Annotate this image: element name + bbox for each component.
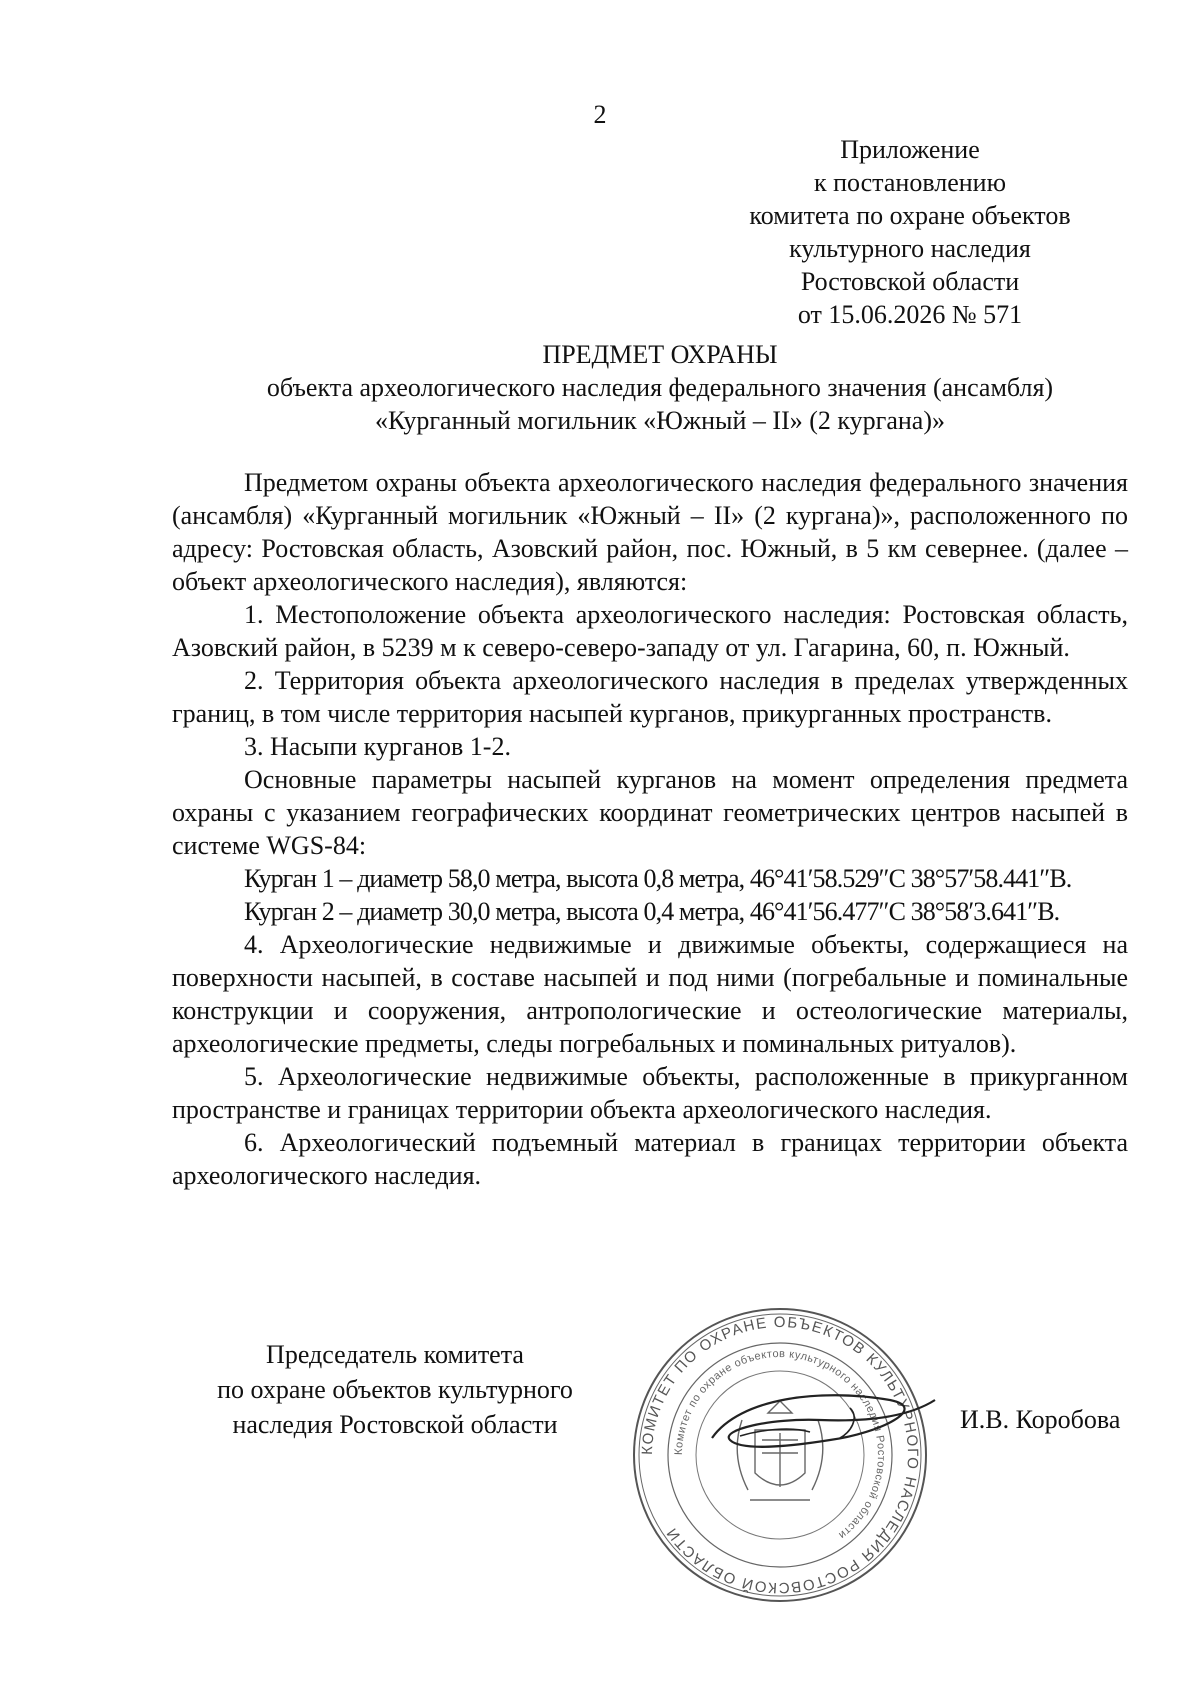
- position-line: по охране объектов культурного: [217, 1375, 573, 1404]
- paragraph: 2. Территория объекта археологического наследия в пределах утвержденных границ, в том числе территория насыпей курганов, прикурганных пространств.: [172, 666, 1128, 728]
- signatory-name: И.В. Коробова: [960, 1405, 1121, 1434]
- appendix-line: от 15.06.2026 № 571: [797, 300, 1023, 329]
- appendix-line: культурного наследия: [789, 234, 1031, 263]
- paragraph: Основные параметры насыпей курганов на момент определения предмета охраны с указанием географических координат геометрических центров насыпей в системе WGS-84:: [172, 765, 1128, 860]
- appendix-line: Ростовской области: [800, 267, 1020, 296]
- paragraph: Предметом охраны объекта археологического наследия федерального значения (ансамбля) «Курганный могильник «Южный – II» (2 кургана)», расположенного по адресу: Ростовская область, Азовский район, пос. Южный, в 5 км севернее. (далее – объект археологического наследия), являются:: [172, 468, 1128, 596]
- kurgan-1-parameters: Курган 1 – диаметр 58,0 метра, высота 0,8 метра, 46°41′58.529″С 38°57′58.441″В.: [244, 864, 1072, 893]
- kurgan-2-parameters: Курган 2 – диаметр 30,0 метра, высота 0,4 метра, 46°41′56.477″С 38°58′3.641″В.: [244, 897, 1060, 926]
- page-number: 2: [593, 100, 607, 129]
- subtitle-line: объекта археологического наследия федерального значения (ансамбля): [266, 373, 1054, 402]
- appendix-header: [700, 133, 1120, 331]
- subtitle-line: «Курганный могильник «Южный – II» (2 кургана)»: [375, 406, 945, 435]
- position-line: наследия Ростовской области: [232, 1410, 558, 1439]
- paragraph: 5. Археологические недвижимые объекты, расположенные в прикурганном пространстве и границах территории объекта археологического наследия.: [172, 1062, 1128, 1124]
- appendix-line: Приложение: [840, 135, 980, 164]
- paragraph: 6. Археологический подъемный материал в границах территории объекта археологического наследия.: [172, 1128, 1128, 1190]
- svg-text:Комитет по охране объектов кул: Комитет по охране объектов культурного наследия Ростовской области: [672, 1347, 888, 1542]
- svg-text:КОМИТЕТ ПО ОХРАНЕ ОБЪЕКТОВ КУЛ: КОМИТЕТ ПО ОХРАНЕ ОБЪЕКТОВ КУЛЬТУРНОГО НАСЛЕДИЯ РОСТОВСКОЙ ОБЛАСТИ: [638, 1313, 922, 1597]
- position-line: Председатель комитета: [266, 1340, 524, 1369]
- document-body: [172, 466, 1128, 1192]
- paragraph: 4. Археологические недвижимые и движимые объекты, содержащиеся на поверхности насыпей, в составе насыпей и под ними (погребальные и поминальные конструкции и сооружения, антропологические и остеологические материалы, археологические предметы, следы погребальных и поминальных ритуалов).: [172, 930, 1128, 1058]
- appendix-line: комитета по охране объектов: [749, 201, 1071, 230]
- paragraph: 3. Насыпи курганов 1-2.: [244, 732, 511, 761]
- signatory-position: [175, 1337, 615, 1442]
- title-line: ПРЕДМЕТ ОХРАНЫ: [542, 340, 778, 369]
- document-title: [160, 338, 1160, 437]
- paragraph: 1. Местоположение объекта археологического наследия: Ростовская область, Азовский район, в 5239 м к северо-северо-западу от ул. Гагарина, 60, п. Южный.: [172, 600, 1128, 662]
- appendix-line: к постановлению: [813, 168, 1007, 197]
- handwritten-signature: [700, 1378, 940, 1488]
